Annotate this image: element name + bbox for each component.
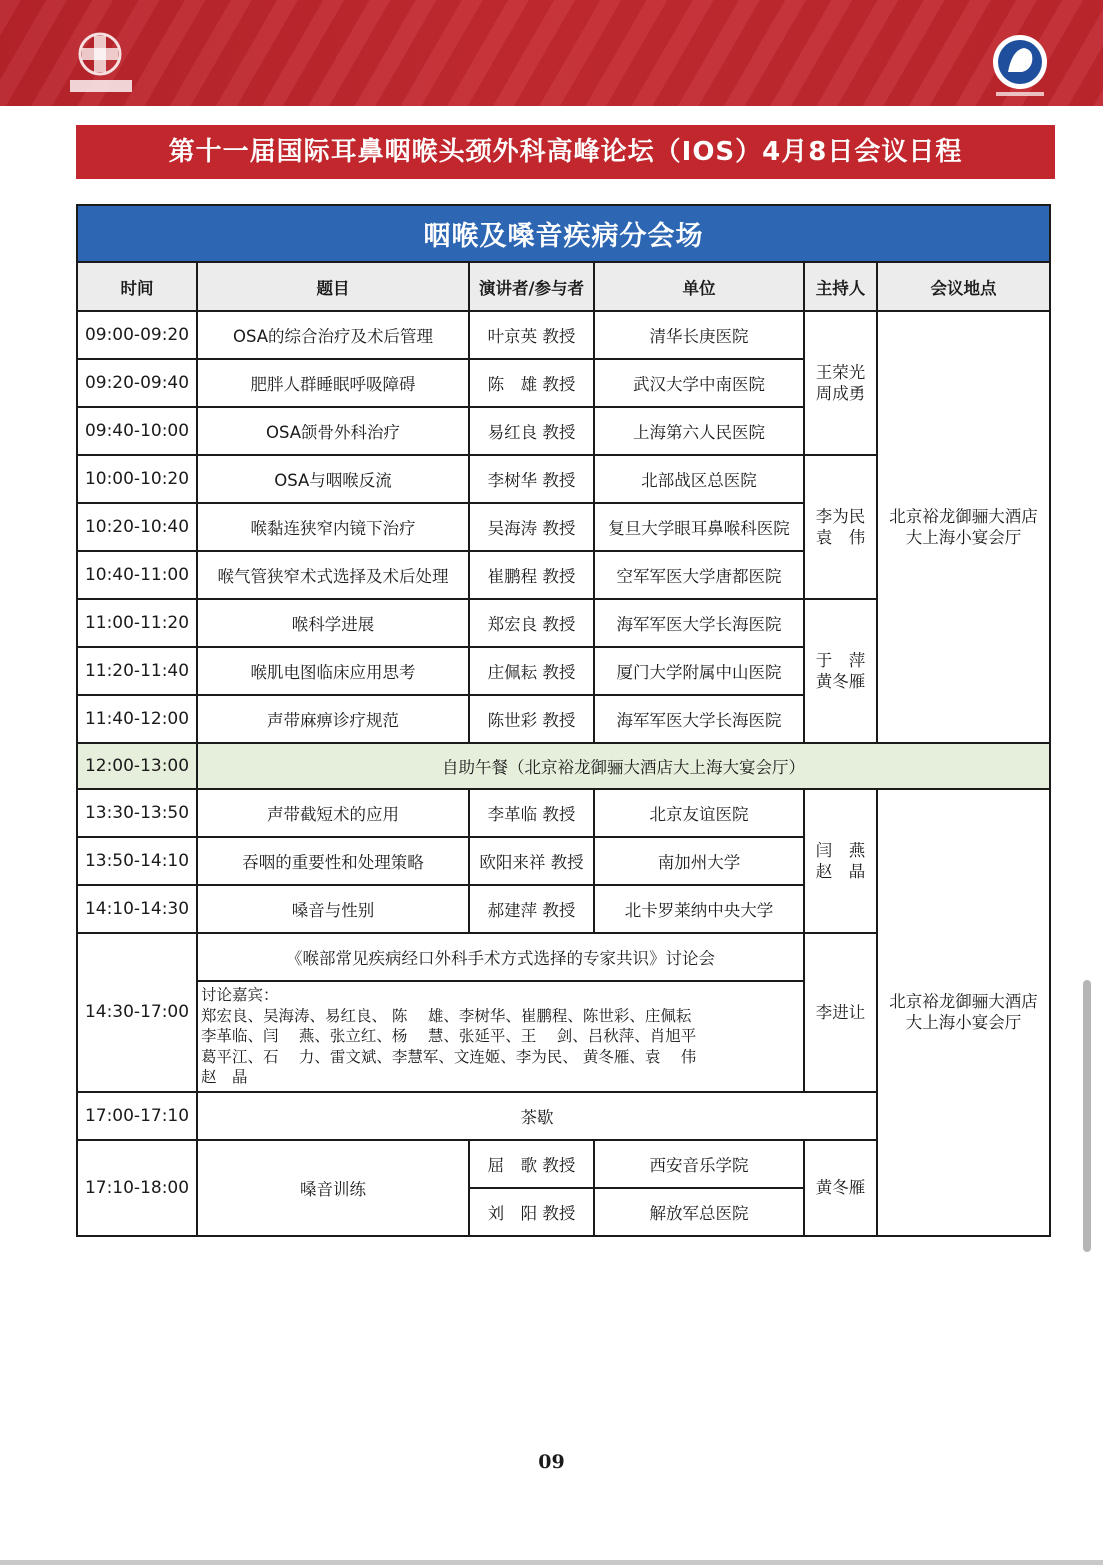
speaker-cell: 李树华 教授 <box>469 455 594 503</box>
ncrc-obl-logo <box>988 32 1052 100</box>
tea-break-text: 茶歇 <box>197 1092 877 1140</box>
host-name: 李为民 <box>815 507 866 526</box>
time-cell: 13:30-13:50 <box>77 789 197 837</box>
host-name: 周成勇 <box>815 384 866 403</box>
speaker-cell: 郝建萍 教授 <box>469 885 594 933</box>
venue-cell <box>877 311 1050 743</box>
host-name: 赵 晶 <box>815 862 866 881</box>
speaker-cell: 刘 阳 教授 <box>469 1188 594 1236</box>
unit-cell: 海军军医大学长海医院 <box>594 695 804 743</box>
speaker-cell: 庄佩耘 教授 <box>469 647 594 695</box>
speaker-cell: 欧阳来祥 教授 <box>469 837 594 885</box>
guest-line: 李革临、闫 燕、张立红、杨 慧、张延平、王 剑、吕秋萍、肖旭平 <box>201 1027 697 1045</box>
time-cell: 10:40-11:00 <box>77 551 197 599</box>
discussion-title: 《喉部常见疾病经口外科手术方式选择的专家共识》讨论会 <box>197 933 804 981</box>
host-name: 黄冬雁 <box>815 672 866 691</box>
unit-cell: 上海第六人民医院 <box>594 407 804 455</box>
topic-cell: 吞咽的重要性和处理策略 <box>197 837 469 885</box>
host-cell <box>804 455 877 599</box>
speaker-cell: 郑宏良 教授 <box>469 599 594 647</box>
host-name: 李进让 <box>815 1002 866 1022</box>
host-cell <box>804 311 877 455</box>
venue-line: 大上海小宴会厅 <box>905 528 1022 547</box>
time-cell: 10:00-10:20 <box>77 455 197 503</box>
page-number: 09 <box>538 1451 565 1473</box>
unit-cell: 清华长庚医院 <box>594 311 804 359</box>
unit-cell: 北京友谊医院 <box>594 789 804 837</box>
unit-cell: 复旦大学眼耳鼻喉科医院 <box>594 503 804 551</box>
session-banner: 咽喉及嗓音疾病分会场 <box>77 205 1050 262</box>
time-cell: 14:30-17:00 <box>77 933 197 1092</box>
speaker-cell: 陈世彩 教授 <box>469 695 594 743</box>
bottom-divider <box>0 1560 1103 1565</box>
unit-cell: 北卡罗莱纳中央大学 <box>594 885 804 933</box>
table-row <box>77 789 1050 837</box>
host-cell <box>804 599 877 743</box>
topic-cell: OSA与咽喉反流 <box>197 455 469 503</box>
host-name: 于 萍 <box>815 651 866 670</box>
host-cell <box>804 1140 877 1236</box>
host-name: 袁 伟 <box>815 528 866 547</box>
unit-cell: 空军军医大学唐都医院 <box>594 551 804 599</box>
time-cell: 09:20-09:40 <box>77 359 197 407</box>
scrollbar[interactable] <box>1083 980 1091 1252</box>
topic-cell: OSA的综合治疗及术后管理 <box>197 311 469 359</box>
speaker-cell: 易红良 教授 <box>469 407 594 455</box>
speaker-cell: 叶京英 教授 <box>469 311 594 359</box>
topic-cell: 嗓音与性别 <box>197 885 469 933</box>
guest-line: 葛平江、石 力、雷文斌、李慧军、文连姬、李为民、 黄冬雁、袁 伟 <box>201 1047 697 1066</box>
col-header-speaker: 演讲者/参与者 <box>469 262 594 311</box>
host-name: 闫 燕 <box>815 841 866 860</box>
topic-cell: 喉黏连狭窄内镜下治疗 <box>197 503 469 551</box>
venue-line: 大上海小宴会厅 <box>905 1013 1022 1033</box>
host-cell <box>804 933 877 1092</box>
guests-label: 讨论嘉宾： <box>201 986 279 1004</box>
topic-cell: 嗓音训练 <box>197 1140 469 1236</box>
col-header-venue: 会议地点 <box>877 262 1050 311</box>
time-cell: 11:00-11:20 <box>77 599 197 647</box>
lunch-row <box>77 743 1050 789</box>
topic-cell: 喉肌电图临床应用思考 <box>197 647 469 695</box>
unit-cell: 解放军总医院 <box>594 1188 804 1236</box>
time-cell: 11:40-12:00 <box>77 695 197 743</box>
table-row <box>77 311 1050 359</box>
venue-line: 北京裕龙御骊大酒店 <box>889 507 1038 526</box>
discussion-guests <box>197 981 804 1092</box>
col-header-host: 主持人 <box>804 262 877 311</box>
topic-cell: OSA颌骨外科治疗 <box>197 407 469 455</box>
unit-cell: 厦门大学附属中山医院 <box>594 647 804 695</box>
unit-cell: 武汉大学中南医院 <box>594 359 804 407</box>
time-cell: 10:20-10:40 <box>77 503 197 551</box>
speaker-cell: 崔鹏程 教授 <box>469 551 594 599</box>
topic-cell: 声带麻痹诊疗规范 <box>197 695 469 743</box>
time-cell: 14:10-14:30 <box>77 885 197 933</box>
venue-line: 北京裕龙御骊大酒店 <box>889 992 1038 1012</box>
host-cell <box>804 789 877 933</box>
page-title: 第十一届国际耳鼻咽喉头颈外科高峰论坛（IOS）4月8日会议日程 <box>76 125 1055 179</box>
guest-line: 赵 晶 <box>201 1068 248 1086</box>
speaker-cell: 陈 雄 教授 <box>469 359 594 407</box>
time-cell: 17:00-17:10 <box>77 1092 197 1140</box>
plagh-logo <box>66 30 136 96</box>
topic-cell: 喉科学进展 <box>197 599 469 647</box>
time-cell: 09:00-09:20 <box>77 311 197 359</box>
speaker-cell: 李革临 教授 <box>469 789 594 837</box>
unit-cell: 南加州大学 <box>594 837 804 885</box>
speaker-cell: 屈 歌 教授 <box>469 1140 594 1188</box>
host-name: 黄冬雁 <box>815 1178 866 1197</box>
unit-cell: 海军军医大学长海医院 <box>594 599 804 647</box>
col-header-unit: 单位 <box>594 262 804 311</box>
host-name: 王荣光 <box>815 363 866 382</box>
venue-cell <box>877 789 1050 1236</box>
schedule-table <box>76 204 1051 1237</box>
unit-cell: 西安音乐学院 <box>594 1140 804 1188</box>
time-cell: 13:50-14:10 <box>77 837 197 885</box>
time-cell: 09:40-10:00 <box>77 407 197 455</box>
time-cell: 17:10-18:00 <box>77 1140 197 1236</box>
time-cell: 11:20-11:40 <box>77 647 197 695</box>
time-cell: 12:00-13:00 <box>77 743 197 789</box>
topic-cell: 肥胖人群睡眠呼吸障碍 <box>197 359 469 407</box>
lunch-text: 自助午餐（北京裕龙御骊大酒店大上海大宴会厅） <box>197 743 1050 789</box>
header-banner <box>0 0 1103 106</box>
topic-cell: 喉气管狭窄术式选择及术后处理 <box>197 551 469 599</box>
unit-cell: 北部战区总医院 <box>594 455 804 503</box>
col-header-time: 时间 <box>77 262 197 311</box>
guest-line: 郑宏良、吴海涛、易红良、 陈 雄、李树华、崔鹏程、陈世彩、庄佩耘 <box>201 1006 692 1025</box>
col-header-topic: 题目 <box>197 262 469 311</box>
topic-cell: 声带截短术的应用 <box>197 789 469 837</box>
header-pattern <box>0 0 1103 106</box>
speaker-cell: 吴海涛 教授 <box>469 503 594 551</box>
